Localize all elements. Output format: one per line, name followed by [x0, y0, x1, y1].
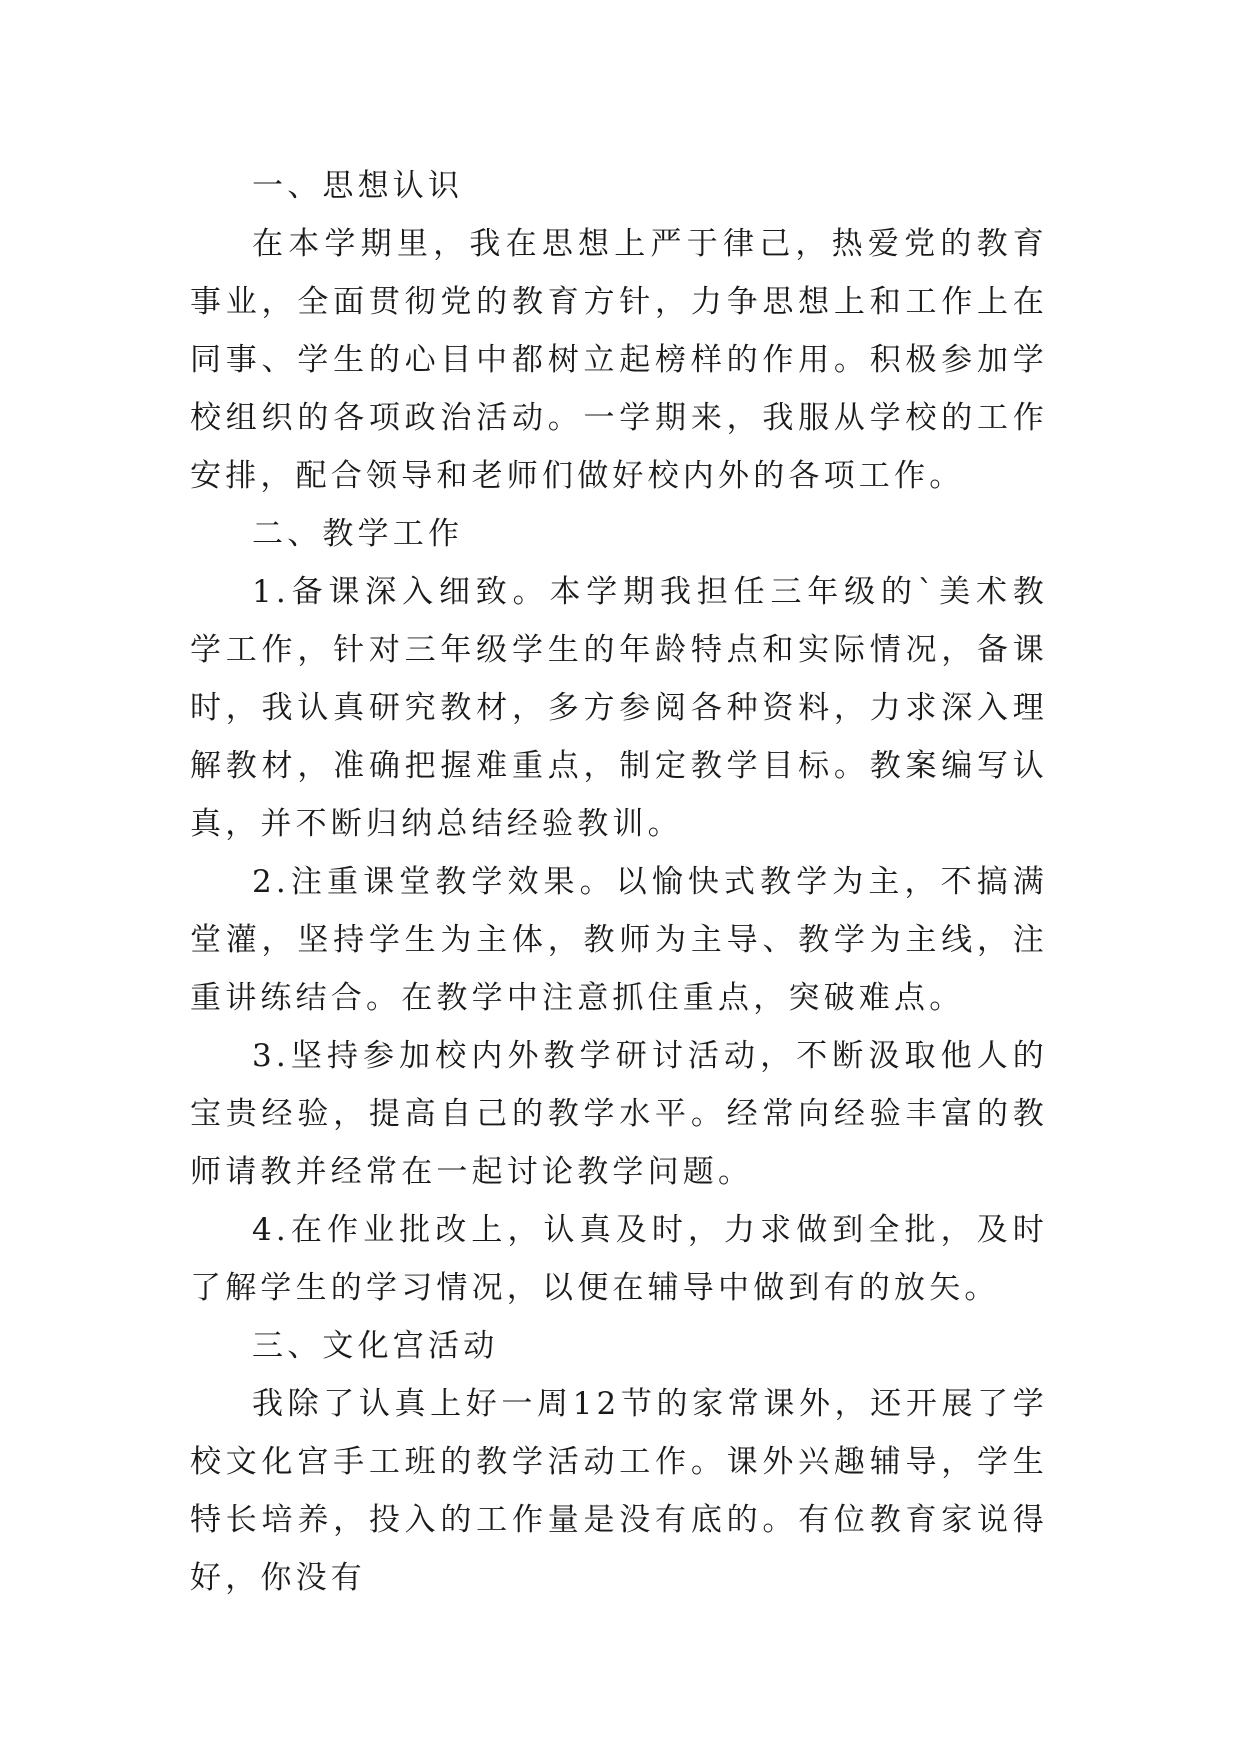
paragraph-teaching-2: 2.注重课堂教学效果。以愉快式教学为主，不搞满堂灌，坚持学生为主体，教师为主导、教学为主线，注重讲练结合。在教学中注意抓住重点，突破难点。 — [190, 864, 1048, 1016]
paragraph-thought: 在本学期里，我在思想上严于律己，热爱党的教育事业，全面贯彻党的教育方针，力争思想上和工作上在同事、学生的心目中都树立起榜样的作用。积极参加学校组织的各项政治活动。一学期来，我服从学校的工作安排，配合领导和老师们做好校内外的各项工作。 — [190, 226, 1048, 494]
paragraph-teaching-4: 4.在作业批改上，认真及时，力求做到全批，及时了解学生的学习情况，以便在辅导中做到有的放矢。 — [190, 1212, 1048, 1306]
document-body — [190, 157, 1048, 1607]
heading-thought: 一、思想认识 — [252, 168, 464, 204]
paragraph-teaching-3: 3.坚持参加校内外教学研讨活动，不断汲取他人的宝贵经验，提高自己的教学水平。经常向经验丰富的教师请教并经常在一起讨论教学问题。 — [190, 1038, 1048, 1190]
paragraph-teaching-1: 1.备课深入细致。本学期我担任三年级的`美术教学工作，针对三年级学生的年龄特点和实际情况，备课时，我认真研究教材，多方参阅各种资料，力求深入理解教材，准确把握难重点，制定教学目标。教案编写认真，并不断归纳总结经验教训。 — [190, 574, 1048, 842]
heading-teaching: 二、教学工作 — [252, 516, 464, 552]
heading-culture-palace: 三、文化宫活动 — [252, 1328, 499, 1364]
paragraph-culture-palace: 我除了认真上好一周12节的家常课外，还开展了学校文化宫手工班的教学活动工作。课外兴趣辅导，学生特长培养，投入的工作量是没有底的。有位教育家说得好，你没有 — [190, 1386, 1048, 1596]
